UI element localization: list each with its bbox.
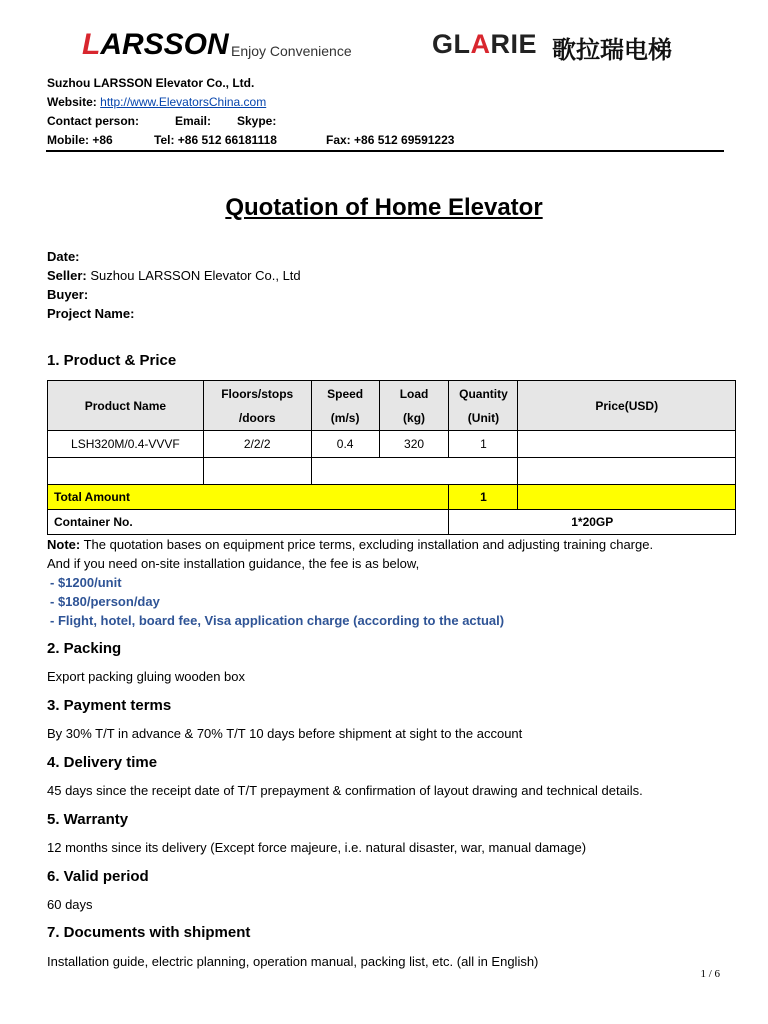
header-floors: Floors/stops /doors: [203, 381, 311, 431]
product-price-table: [47, 380, 736, 535]
project-field: Project Name:: [47, 306, 135, 321]
documents-text: Installation guide, electric planning, operation manual, packing list, etc. (all in English): [47, 954, 539, 969]
container-label: Container No.: [48, 510, 449, 535]
container-value: 1*20GP: [449, 510, 736, 535]
total-row: [48, 485, 736, 510]
tagline: Enjoy Convenience: [231, 43, 352, 59]
page-title: Quotation of Home Elevator: [225, 194, 543, 221]
website-label: Website:: [47, 95, 97, 109]
total-label: Total Amount: [48, 485, 449, 510]
header-speed: Speed (m/s): [311, 381, 379, 431]
website-link[interactable]: http://www.ElevatorsChina.com: [100, 95, 267, 109]
tel-line: Tel: +86 512 66181118: [154, 133, 277, 147]
fee-bullet: - Flight, hotel, board fee, Visa application charge (according to the actual): [50, 613, 505, 628]
header-price: Price(USD): [518, 381, 736, 431]
skype-label: Skype:: [237, 114, 277, 128]
total-quantity: 1: [449, 485, 518, 510]
cell-quantity: 1: [449, 431, 518, 458]
table-row-empty: [48, 458, 736, 485]
email-label: Email:: [175, 114, 212, 128]
payment-text: By 30% T/T in advance & 70% T/T 10 days before shipment at sight to the account: [47, 726, 523, 741]
table-header-row: [48, 381, 736, 431]
website-line: [47, 95, 266, 109]
section-packing: 2. Packing: [47, 640, 122, 657]
section-payment: 3. Payment terms: [47, 697, 172, 714]
glarie-logo: GLARIE: [432, 29, 538, 59]
header-quantity: Quantity (Unit): [449, 381, 518, 431]
valid-text: 60 days: [47, 897, 93, 912]
fax-line: Fax: +86 512 69591223: [326, 133, 455, 147]
fee-bullet: - $1200/unit: [50, 575, 122, 590]
cell-price: [518, 431, 736, 458]
page-number: 1 / 6: [700, 968, 720, 980]
note-line-1: Note: The quotation bases on equipment price terms, excluding installation and adjusting training charge.: [47, 537, 654, 552]
glarie-chinese-name: 歌拉瑞电梯: [552, 36, 672, 64]
note-line-2: And if you need on-site installation guidance, the fee is as below,: [47, 556, 420, 571]
cell-load: 320: [379, 431, 449, 458]
cell-floors: 2/2/2: [203, 431, 311, 458]
buyer-field: Buyer:: [47, 287, 89, 302]
section-delivery: 4. Delivery time: [47, 754, 158, 771]
contact-label: Contact person:: [47, 114, 140, 128]
section-warranty: 5. Warranty: [47, 811, 129, 828]
larsson-logo: LARSSON: [82, 28, 229, 61]
company-name: Suzhou LARSSON Elevator Co., Ltd.: [47, 76, 255, 90]
mobile-line: Mobile: +86: [47, 133, 113, 147]
section-documents: 7. Documents with shipment: [47, 924, 251, 941]
fee-bullet: - $180/person/day: [50, 594, 160, 609]
header-divider: [46, 150, 724, 152]
container-row: [48, 510, 736, 535]
cell-speed: 0.4: [311, 431, 379, 458]
section-product-price: 1. Product & Price: [47, 352, 177, 369]
date-field: Date:: [47, 249, 80, 264]
table-row: [48, 431, 736, 458]
header-load: Load (kg): [379, 381, 449, 431]
cell-product: LSH320M/0.4-VVVF: [48, 431, 204, 458]
warranty-text: 12 months since its delivery (Except force majeure, i.e. natural disaster, war, manual damage): [47, 840, 587, 855]
delivery-text: 45 days since the receipt date of T/T prepayment & confirmation of layout drawing and technical details.: [47, 783, 643, 798]
packing-text: Export packing gluing wooden box: [47, 669, 246, 684]
section-valid-period: 6. Valid period: [47, 868, 149, 885]
header-product: Product Name: [48, 381, 204, 431]
seller-field: Seller: Suzhou LARSSON Elevator Co., Ltd: [47, 268, 301, 283]
